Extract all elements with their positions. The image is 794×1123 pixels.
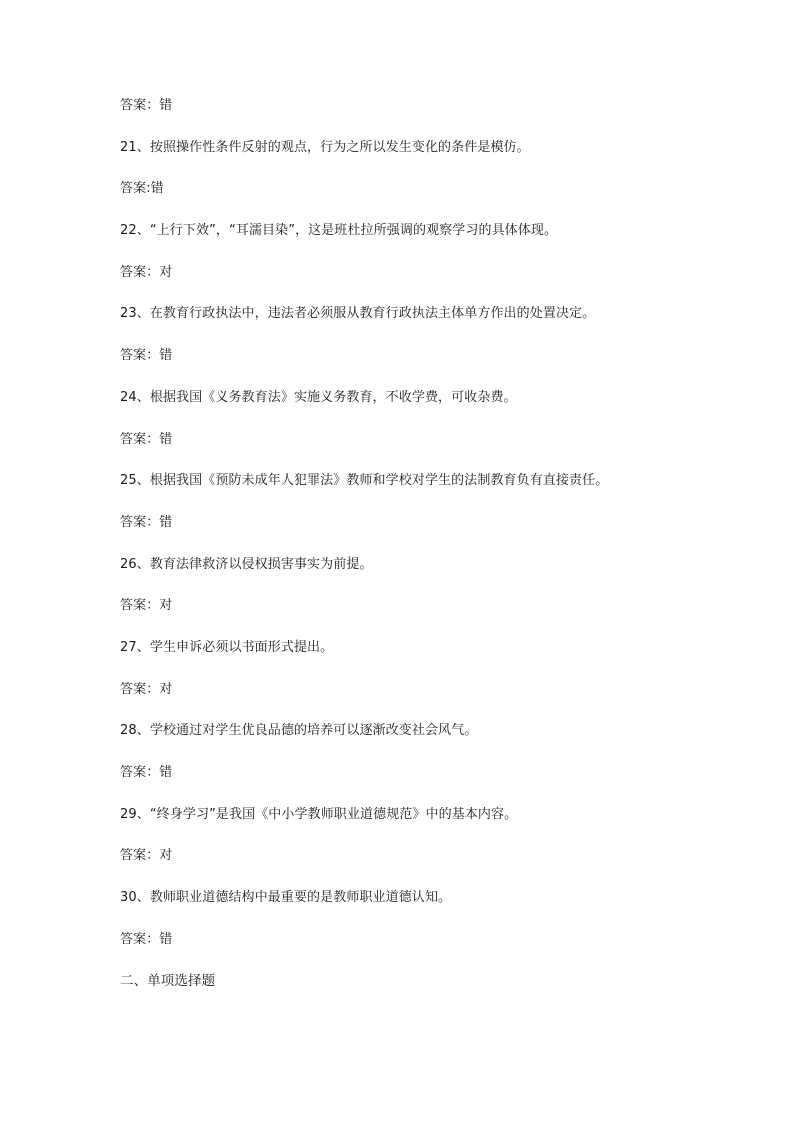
answer-line: 答案：错 (120, 514, 173, 530)
question-26: 26、教育法律救济以侵权损害事实为前提。 (120, 556, 373, 572)
question-23: 23、在教育行政执法中，违法者必须服从教育行政执法主体单方作出的处置决定。 (120, 306, 596, 322)
answer-line: 答案：错 (120, 98, 173, 113)
question-27: 27、学生申诉必须以书面形式提出。 (120, 639, 334, 655)
answer-line: 答案：错 (120, 765, 173, 780)
question-21: 21、按照操作性条件反射的观点，行为之所以发生变化的条件是模仿。 (120, 139, 530, 155)
question-24: 24、根据我国《义务教育法》实施义务教育，不收学费，可收杂费。 (120, 389, 517, 405)
answer-line: 答案：错 (120, 431, 173, 447)
answer-line: 答案：对 (120, 264, 173, 280)
answer-line: 答案:错 (120, 181, 164, 197)
question-28: 28、学校通过对学生优良品德的培养可以逐渐改变社会风气。 (120, 723, 478, 739)
answer-line: 答案：错 (120, 348, 173, 364)
question-29: 29、“终身学习”是我国《中小学教师职业道德规范》中的基本内容。 (120, 806, 518, 822)
answer-line: 答案：对 (120, 598, 173, 614)
question-30: 30、教师职业道德结构中最重要的是教师职业道德认知。 (120, 890, 452, 906)
question-22: 22、“上行下效”，“耳濡目染”，这是班杜拉所强调的观察学习的具体体现。 (120, 223, 558, 239)
answer-line: 答案：错 (120, 931, 173, 947)
question-25: 25、根据我国《预防未成年人犯罪法》教师和学校对学生的法制教育负有直接责任。 (120, 473, 609, 489)
answer-line: 答案：对 (120, 681, 173, 697)
document-body (120, 96, 720, 1013)
section-heading: 二、单项选择题 (120, 973, 216, 990)
answer-line: 答案：对 (120, 848, 173, 864)
